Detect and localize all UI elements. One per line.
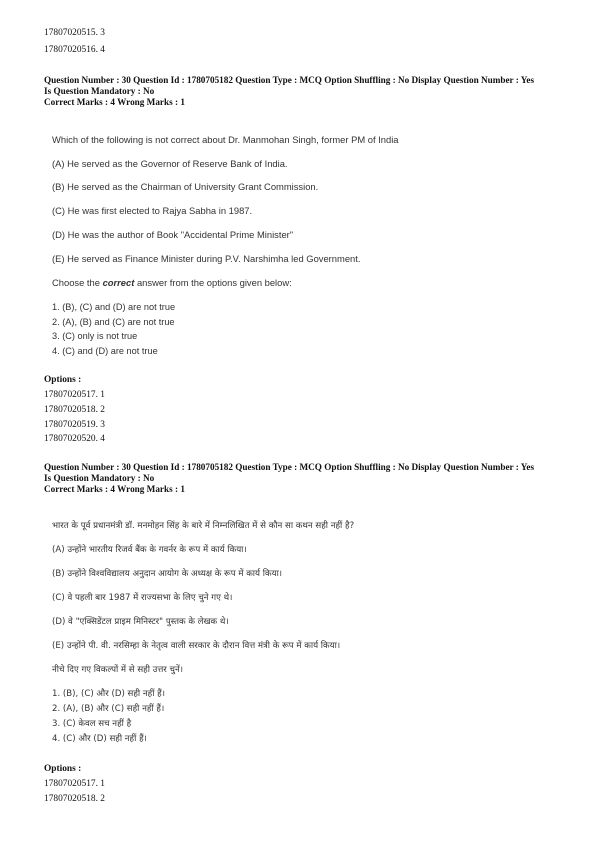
options-label: Options :	[44, 764, 82, 774]
statement: (E) He served as Finance Minister during P.V. Narshimha led Government.	[52, 253, 361, 264]
question-meta-line: Is Question Mandatory : No	[44, 473, 155, 483]
choose-instruction	[52, 277, 292, 289]
answer-option: 3. (C) only is not true	[52, 331, 138, 341]
statement: (D) He was the author of Book "Accidental Prime Minister"	[52, 229, 294, 240]
option-code: 17807020520. 4	[44, 434, 105, 444]
option-code: 17807020518. 2	[44, 794, 105, 804]
answer-option: 2. (A), (B) and (C) are not true	[52, 317, 175, 327]
question-text: भारत के पूर्व प्रधानमंत्री डॉ. मनमोहन सिंह के बारे में निम्नलिखित में से कौन सा कथन सही नहीं है?	[52, 521, 355, 531]
statement: (B) उन्होंने विश्वविद्यालय अनुदान आयोग के अध्यक्ष के रूप में कार्य किया।	[52, 569, 283, 579]
statement: (B) He served as the Chairman of University Grant Commission.	[52, 181, 319, 192]
statement: (A) उन्होंने भारतीय रिजर्व बैंक के गवर्नर के रूप में कार्य किया।	[52, 545, 247, 555]
answer-option: 1. (B), (C) और (D) सही नहीं हैं।	[52, 689, 165, 699]
answer-option: 1. (B), (C) and (D) are not true	[52, 302, 176, 312]
answer-option: 2. (A), (B) और (C) सही नहीं हैं।	[52, 704, 165, 714]
answer-option: 4. (C) और (D) सही नहीं हैं।	[52, 734, 147, 744]
option-code: 17807020519. 3	[44, 420, 105, 430]
option-code: 17807020518. 2	[44, 405, 105, 415]
answer-option: 3. (C) केवल सच नहीं है	[52, 719, 132, 729]
option-code: 17807020517. 1	[44, 779, 105, 789]
question-meta-line: Is Question Mandatory : No	[44, 86, 155, 96]
question-text: Which of the following is not correct about Dr. Manmohan Singh, former PM of India	[52, 134, 399, 145]
statement: (C) He was first elected to Rajya Sabha in 1987.	[52, 205, 253, 216]
statement: (C) वे पहली बार 1987 में राज्यसभा के लिए चुने गए थे।	[52, 593, 233, 603]
question-meta-line: Correct Marks : 4 Wrong Marks : 1	[44, 484, 185, 494]
option-code: 17807020517. 1	[44, 390, 105, 400]
statement: (D) वे "एक्सिडेंटल प्राइम मिनिस्टर" पुस्तक के लेखक थे।	[52, 617, 229, 627]
option-code: 17807020515. 3	[44, 28, 105, 38]
option-code: 17807020516. 4	[44, 45, 105, 55]
options-label: Options :	[44, 375, 82, 385]
choose-prefix: Choose the	[52, 277, 103, 288]
statement: (A) He served as the Governor of Reserve Bank of India.	[52, 158, 288, 169]
question-meta-line: Correct Marks : 4 Wrong Marks : 1	[44, 97, 185, 107]
question-meta	[44, 75, 564, 108]
question-meta	[44, 462, 564, 495]
answer-option: 4. (C) and (D) are not true	[52, 346, 158, 356]
choose-suffix: answer from the options given below:	[134, 277, 292, 288]
question-meta-line: Question Number : 30 Question Id : 1780705182 Question Type : MCQ Option Shuffling : No Display Question Number : Yes	[44, 75, 535, 85]
choose-emphasis: correct	[102, 277, 135, 288]
question-meta-line: Question Number : 30 Question Id : 1780705182 Question Type : MCQ Option Shuffling : No Display Question Number : Yes	[44, 462, 535, 472]
choose-instruction: नीचे दिए गए विकल्पों में से सही उत्तर चुनें।	[52, 665, 184, 675]
statement: (E) उन्होंने पी. वी. नरसिम्हा के नेतृत्व वाली सरकार के दौरान वित्त मंत्री के रूप में कार्य किया।	[52, 641, 341, 651]
